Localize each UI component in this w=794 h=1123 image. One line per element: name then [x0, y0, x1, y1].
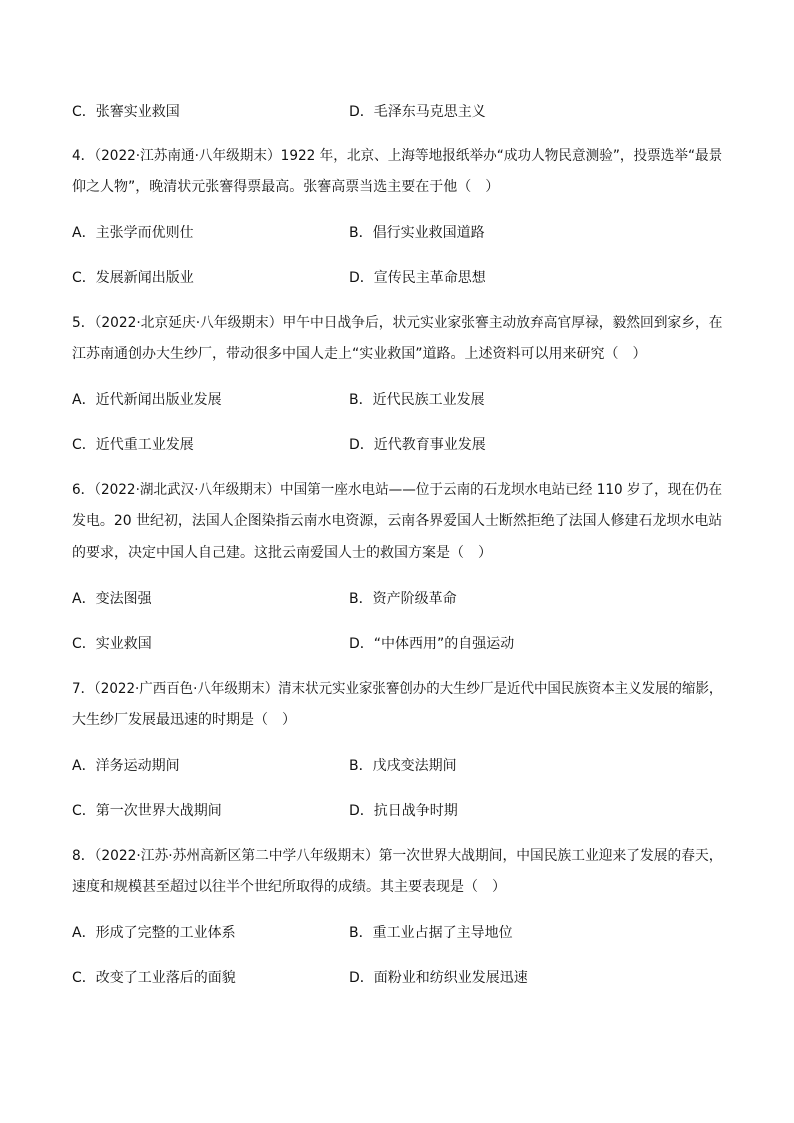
- q4-option-c: C．发展新闻出版业: [72, 270, 194, 286]
- q8-stem-line1: 8．（2022·江苏·苏州高新区第二中学八年级期末）第一次世界大战期间，中国民族工业迎来了发展的春天，: [72, 848, 723, 864]
- q6-option-a: A．变法图强: [72, 591, 152, 607]
- q4-stem-line1: 4．（2022·江苏南通·八年级期末）1922 年，北京、上海等地报纸举办“成功人物民意测验”，投票选举“最景: [72, 148, 723, 164]
- q6-option-b: B．资产阶级革命: [349, 591, 457, 607]
- q5-option-b: B．近代民族工业发展: [349, 392, 485, 408]
- q7-option-c: C．第一次世界大战期间: [72, 803, 222, 819]
- q6-option-c: C．实业救国: [72, 636, 152, 652]
- q7-stem-line2: 大生纱厂发展最迅速的时期是（ ）: [72, 712, 296, 728]
- q4-option-d: D．宣传民主革命思想: [349, 270, 486, 286]
- q6-stem-line2: 发电。20 世纪初，法国人企图染指云南水电资源，云南各界爱国人士断然拒绝了法国人修建石龙坝水电站: [72, 513, 723, 529]
- q5-option-c: C．近代重工业发展: [72, 437, 194, 453]
- q4-stem-line2: 仰之人物”，晚清状元张謇得票最高。张謇高票当选主要在于他（ ）: [72, 179, 500, 195]
- q3-option-c: C．张謇实业救国: [72, 104, 180, 120]
- q3-option-d: D．毛泽东马克思主义: [349, 104, 486, 120]
- q8-option-c: C．改变了工业落后的面貌: [72, 970, 236, 986]
- q5-stem-line2: 江苏南通创办大生纱厂，带动很多中国人走上“实业救国”道路。上述资料可以用来研究（ ）: [72, 346, 647, 362]
- q4-option-a: A．主张学而优则仕: [72, 225, 194, 241]
- q7-option-b: B．戊戌变法期间: [349, 758, 457, 774]
- q5-option-a: A．近代新闻出版业发展: [72, 392, 222, 408]
- q6-option-d: D．“中体西用”的自强运动: [349, 636, 515, 652]
- q8-option-b: B．重工业占据了主导地位: [349, 925, 513, 941]
- q6-stem-line1: 6．（2022·湖北武汉·八年级期末）中国第一座水电站——位于云南的石龙坝水电站已经 110 岁了，现在仍在: [72, 482, 723, 498]
- q7-stem-line1: 7．（2022·广西百色·八年级期末）清末状元实业家张謇创办的大生纱厂是近代中国民族资本主义发展的缩影，: [72, 681, 723, 697]
- q7-option-d: D．抗日战争时期: [349, 803, 458, 819]
- q6-stem-line3: 的要求，决定中国人自己建。这批云南爱国人士的救国方案是（ ）: [72, 545, 492, 561]
- q5-stem-line1: 5．（2022·北京延庆·八年级期末）甲午中日战争后，状元实业家张謇主动放弃高官厚禄，毅然回到家乡，在: [72, 315, 723, 331]
- q8-option-a: A．形成了完整的工业体系: [72, 925, 236, 941]
- q4-option-b: B．倡行实业救国道路: [349, 225, 485, 241]
- q5-option-d: D．近代教育事业发展: [349, 437, 486, 453]
- q8-option-d: D．面粉业和纺织业发展迅速: [349, 970, 528, 986]
- q8-stem-line2: 速度和规模甚至超过以往半个世纪所取得的成绩。其主要表现是（ ）: [72, 879, 506, 895]
- q7-option-a: A．洋务运动期间: [72, 758, 180, 774]
